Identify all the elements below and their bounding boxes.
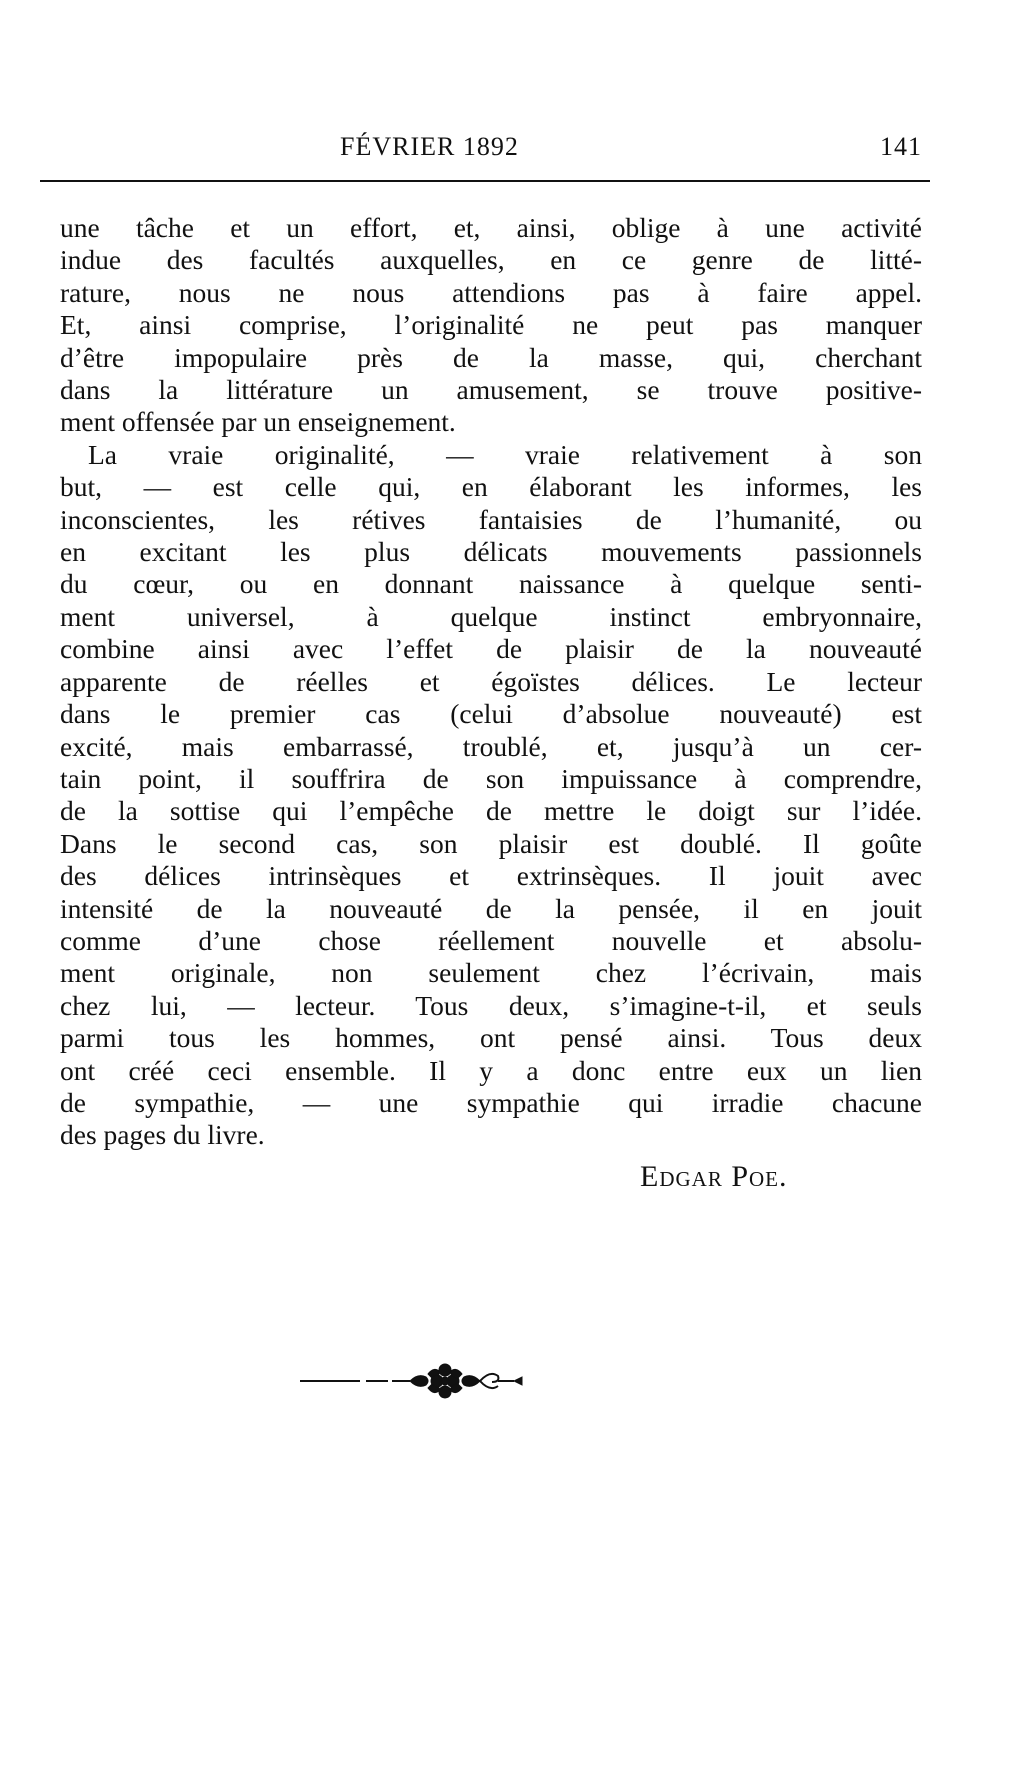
text-line: une tâche et un effort, et, ainsi, oblige à une activité bbox=[60, 212, 922, 243]
text-line: dans la littérature un amusement, se trouve positive- bbox=[60, 374, 922, 406]
text-line: inconscientes, les rétives fantaisies de l’humanité, ou bbox=[60, 503, 922, 535]
text-line: du cœur, ou en donnant naissance à quelque senti- bbox=[60, 568, 922, 600]
fleuron-ornament-icon bbox=[300, 1356, 590, 1406]
text-line: ment offensée par un enseignement. bbox=[60, 406, 456, 438]
text-line: des délices intrinsèques et extrinsèques. Il jouit avec bbox=[60, 860, 922, 892]
text-line: dans le premier cas (celui d’absolue nouveauté) est bbox=[60, 698, 922, 730]
text-line: ont créé ceci ensemble. Il y a donc entre eux un lien bbox=[60, 1054, 922, 1086]
text-line: intensité de la nouveauté de la pensée, il en jouit bbox=[60, 892, 922, 924]
text-line: ment originale, non seulement chez l’écrivain, mais bbox=[60, 957, 922, 989]
text-line: de la sottise qui l’empêche de mettre le doigt sur l’idée. bbox=[60, 795, 922, 827]
running-head bbox=[40, 132, 930, 172]
running-head-title: FÉVRIER 1892 bbox=[340, 132, 519, 161]
text-line: chez lui, — lecteur. Tous deux, s’imagine-t-il, et seuls bbox=[60, 989, 922, 1021]
text-line: excité, mais embarrassé, troublé, et, jusqu’à un cer- bbox=[60, 730, 922, 762]
text-line: but, — est celle qui, en élaborant les informes, les bbox=[60, 471, 922, 503]
text-line: de sympathie, — une sympathie qui irradie chacune bbox=[60, 1086, 922, 1118]
text-line: en excitant les plus délicats mouvements passionnels bbox=[60, 536, 922, 568]
text-line: Et, ainsi comprise, l’originalité ne peut pas manquer bbox=[60, 309, 922, 341]
text-line: combine ainsi avec l’effet de plaisir de la nouveauté bbox=[60, 633, 922, 665]
header-rule bbox=[40, 180, 930, 182]
text-line: La vraie originalité, — vraie relativement à son bbox=[88, 438, 922, 470]
text-line: parmi tous les hommes, ont pensé ainsi. Tous deux bbox=[60, 1022, 922, 1054]
text-line: ment universel, à quelque instinct embryonnaire, bbox=[60, 600, 922, 632]
page-number: 141 bbox=[880, 132, 922, 161]
text-line: Dans le second cas, son plaisir est doublé. Il goûte bbox=[60, 827, 922, 859]
text-line: comme d’une chose réellement nouvelle et absolu- bbox=[60, 924, 922, 956]
text-line: des pages du livre. bbox=[60, 1119, 265, 1151]
text-line: rature, nous ne nous attendions pas à faire appel. bbox=[60, 276, 922, 308]
text-line: d’être impopulaire près de la masse, qui, cherchant bbox=[60, 341, 922, 373]
text-line: tain point, il souffrira de son impuissance à comprendre, bbox=[60, 762, 922, 794]
body-text bbox=[60, 212, 922, 1152]
author-signature: Edgar Poe. bbox=[640, 1160, 788, 1193]
text-line: apparente de réelles et égoïstes délices. Le lecteur bbox=[60, 665, 922, 697]
text-line: indue des facultés auxquelles, en ce genre de litté- bbox=[60, 244, 922, 276]
